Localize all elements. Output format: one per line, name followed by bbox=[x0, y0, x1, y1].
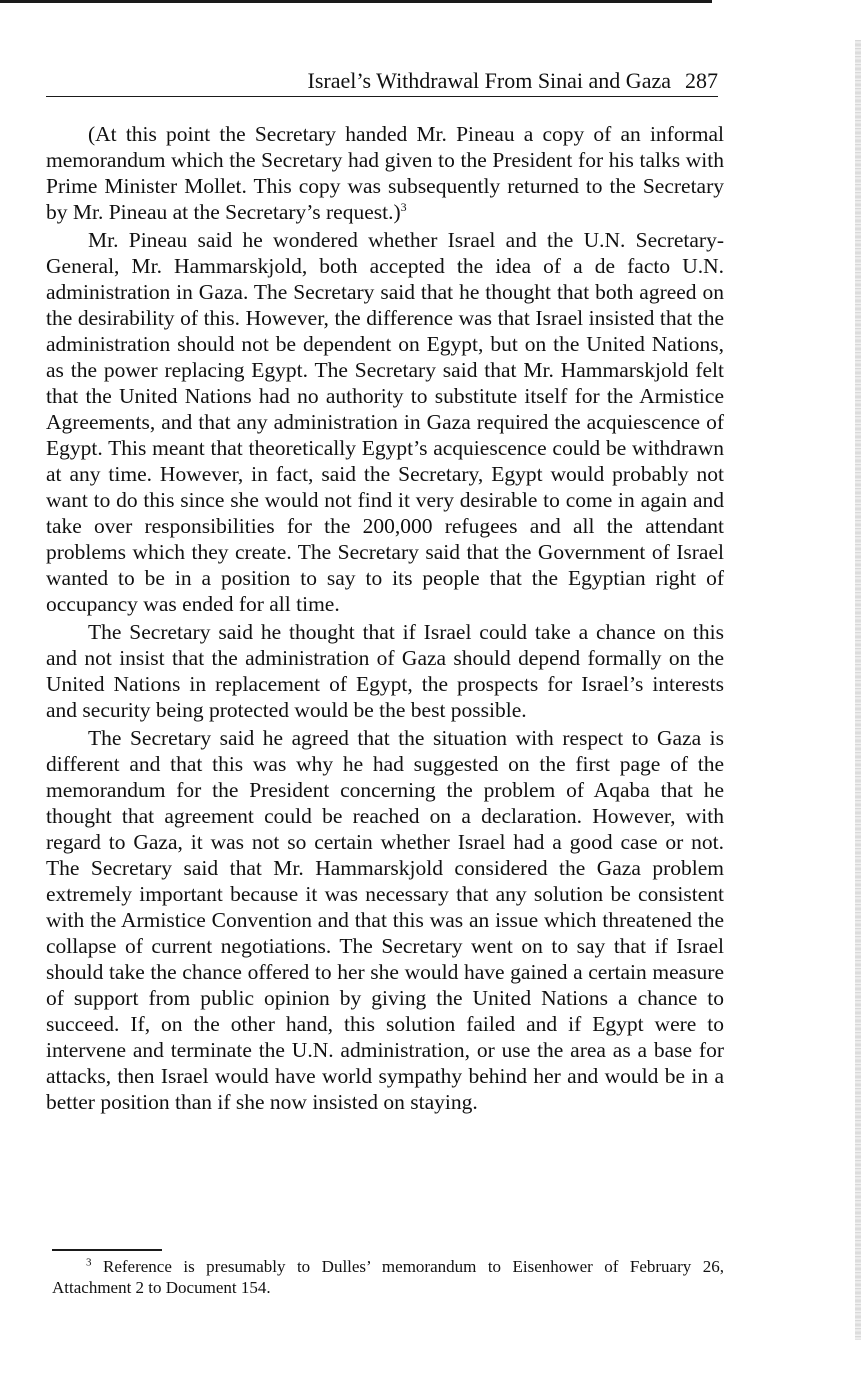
footnote-text: Reference is presumably to Dulles’ memorandum to Eisenhower of February 26, Attachment 2 to Document 154. bbox=[52, 1257, 724, 1297]
footnote-separator bbox=[52, 1249, 162, 1251]
footnote-reference: 3 bbox=[400, 199, 407, 214]
footnote bbox=[52, 1256, 724, 1298]
scan-edge-shadow bbox=[855, 40, 861, 1340]
top-border-rule bbox=[0, 0, 712, 3]
body-text bbox=[46, 121, 724, 1117]
footnote-marker: 3 bbox=[86, 1256, 92, 1269]
running-head bbox=[46, 66, 718, 97]
paragraph-1 bbox=[46, 121, 724, 225]
paragraph-text: (At this point the Secretary handed Mr. Pineau a copy of an informal memorandum which the Secretary had given to the President for his talks with Prime Minister Mollet. This copy was subsequently returned to the Secretary by Mr. Pineau at the Secretary’s request.) bbox=[46, 122, 724, 224]
running-head-title: Israel’s Withdrawal From Sinai and Gaza bbox=[307, 68, 671, 93]
paragraph-3 bbox=[46, 619, 724, 723]
paragraph-text: Mr. Pineau said he wondered whether Israel and the U.N. Secretary-General, Mr. Hammarskjold, both accepted the idea of a de facto U.N. administration in Gaza. The Secretary said that he thought that both agreed on the desirability of this. However, the difference was that Israel insisted that the administration should not be dependent on Egypt, but on the United Nations, as the power replacing Egypt. The Secretary said that Mr. Hammarskjold felt that the United Nations had no authority to substitute itself for the Armistice Agreements, and that any administration in Gaza required the acquiescence of Egypt. This meant that theoretically Egypt’s acquiescence could be withdrawn at any time. However, in fact, said the Secretary, Egypt would probably not want to do this since she would not find it very desirable to come in again and take over responsibilities for the 200,000 refugees and all the attendant problems which they create. The Secretary said that the Government of Israel wanted to be in a position to say to its people that the Egyptian right of occupancy was ended for all time. bbox=[46, 228, 724, 616]
paragraph-text: The Secretary said he agreed that the situation with respect to Gaza is different and that this was why he had suggested on the first page of the memorandum for the President concerning the problem of Aqaba that he thought that agreement could be reached on a declaration. However, with regard to Gaza, it was not so certain whether Israel had a good case or not. The Secretary said that Mr. Hammarskjold considered the Gaza problem extremely important because it was necessary that any solution be consistent with the Armistice Convention and that this was an issue which threatened the collapse of current negotiations. The Secretary went on to say that if Israel should take the chance offered to her she would have gained a certain measure of support from public opinion by giving the United Nations a chance to succeed. If, on the other hand, this solution failed and if Egypt were to intervene and terminate the U.N. administration, or use the area as a base for attacks, then Israel would have world sympathy behind her and would be in a better position than if she now insisted on staying. bbox=[46, 726, 724, 1114]
paragraph-2 bbox=[46, 227, 724, 617]
page-number: 287 bbox=[685, 68, 718, 93]
paragraph-4 bbox=[46, 725, 724, 1115]
paragraph-text: The Secretary said he thought that if Israel could take a chance on this and not insist that the administration of Gaza should depend formally on the United Nations in replacement of Egypt, the prospects for Israel’s interests and security being protected would be the best possible. bbox=[46, 620, 724, 722]
